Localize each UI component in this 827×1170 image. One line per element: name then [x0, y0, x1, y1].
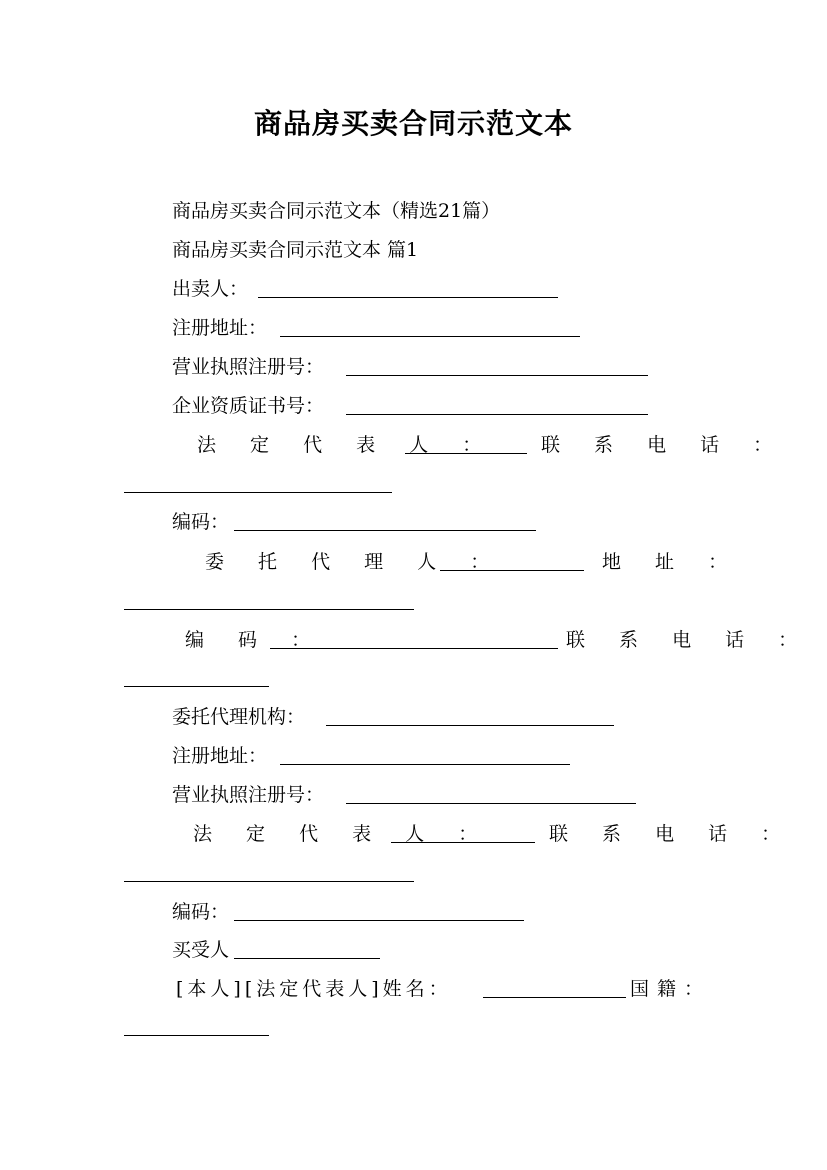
legal-rep-label-2: 法 定 代 表 人 ：	[193, 823, 492, 845]
section-heading: 商品房买卖合同示范文本 篇1	[172, 239, 419, 261]
postcode-label-1: 编码：	[172, 511, 230, 533]
reg-address-label-2: 注册地址：	[172, 745, 268, 767]
buyer-label: 买受人	[172, 939, 230, 961]
reg-address-blank-1	[280, 336, 580, 337]
buyer-blank	[234, 958, 380, 959]
qualification-label: 企业资质证书号：	[172, 395, 325, 417]
phone-label-2: 联 系 电 话 ：	[566, 629, 812, 651]
address-label: 地 址 ：	[602, 551, 742, 573]
nationality-blank	[124, 1035, 269, 1036]
agent-label: 委 托 代 理 人 ：	[205, 551, 504, 573]
phone-blank-1	[124, 492, 392, 493]
license-blank-1	[346, 375, 648, 376]
phone-blank-3	[124, 881, 414, 882]
postcode-label-2: 编 码 ：	[185, 629, 325, 651]
intro-line: 商品房买卖合同示范文本（精选21篇）	[172, 200, 501, 222]
seller-label: 出卖人：	[172, 278, 249, 300]
postcode-label-3: 编码：	[172, 901, 230, 923]
phone-label-1: 联 系 电 话 ：	[541, 434, 787, 456]
reg-address-label-1: 注册地址：	[172, 317, 268, 339]
postcode-blank-2	[270, 648, 558, 649]
postcode-blank-3	[234, 920, 524, 921]
agent-blank	[440, 570, 584, 571]
phone-blank-2	[124, 686, 269, 687]
agency-label: 委托代理机构：	[172, 706, 306, 728]
legal-rep-blank-1	[405, 453, 527, 454]
license-label-2: 营业执照注册号：	[172, 784, 325, 806]
postcode-blank-1	[234, 530, 536, 531]
license-blank-2	[346, 803, 636, 804]
nationality-label: 国籍：	[630, 978, 712, 1000]
document-title: 商品房买卖合同示范文本	[253, 107, 573, 140]
reg-address-blank-2	[280, 764, 570, 765]
name-label: [本人][法定代表人]姓名：	[176, 978, 452, 1000]
legal-rep-blank-2	[391, 842, 535, 843]
agency-blank	[326, 725, 614, 726]
license-label-1: 营业执照注册号：	[172, 356, 325, 378]
legal-rep-label-1: 法 定 代 表 人 ：	[197, 434, 496, 456]
seller-blank	[258, 297, 558, 298]
name-blank	[483, 997, 626, 998]
qualification-blank	[346, 414, 648, 415]
phone-label-3: 联 系 电 话 ：	[549, 823, 795, 845]
address-blank	[124, 609, 414, 610]
